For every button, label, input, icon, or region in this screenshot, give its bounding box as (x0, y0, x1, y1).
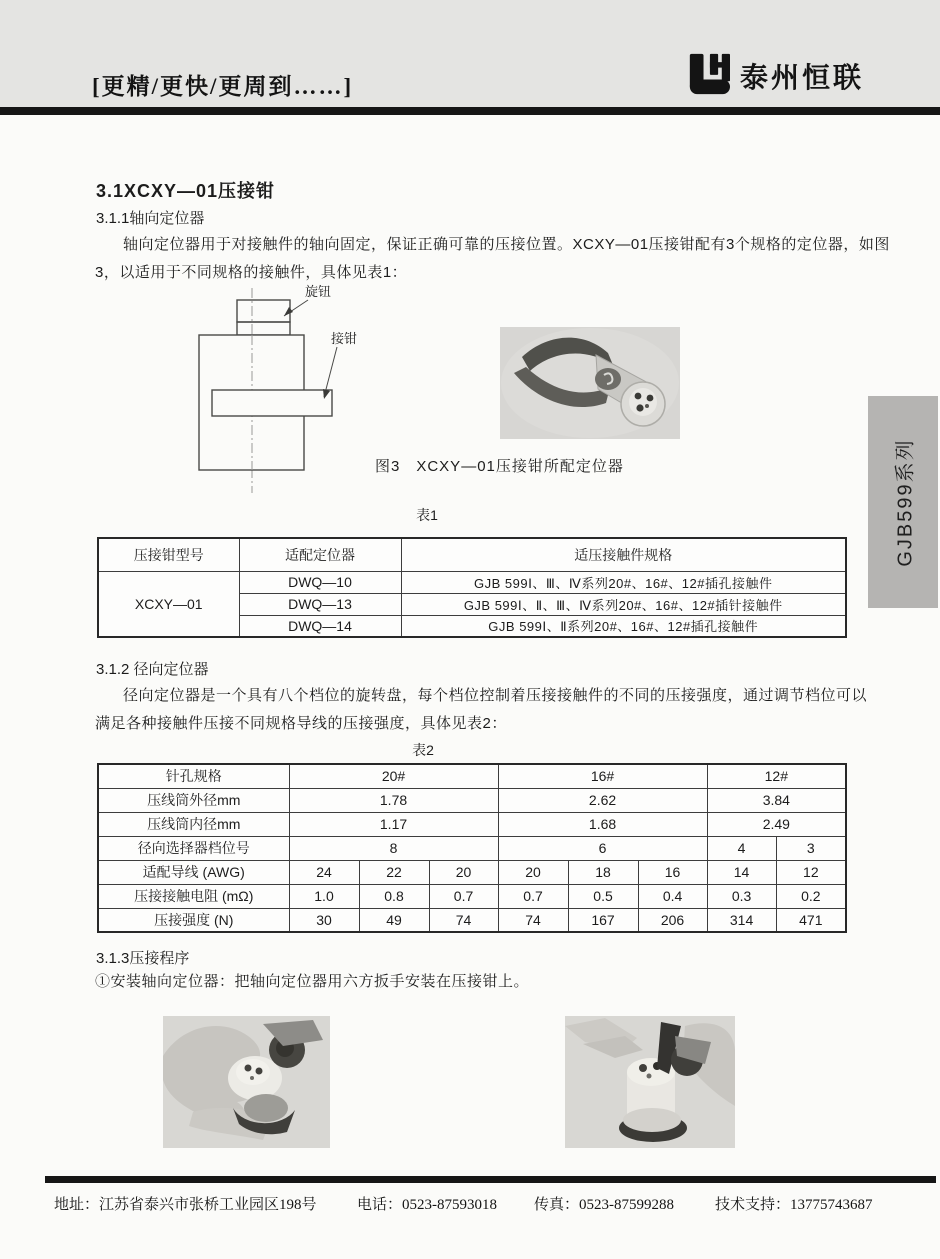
figure3-caption: 图3 XCXY—01压接钳所配定位器 (375, 458, 624, 475)
row-label-cell: 压线筒外径mm (98, 788, 289, 812)
locator-cell: DWQ—13 (239, 593, 401, 615)
table2-row-selector (98, 836, 846, 860)
value-cell: 14 (707, 860, 776, 884)
value-cell: 1.78 (289, 788, 498, 812)
section-title-3-1: 3.1XCXY—01压接钳 (96, 181, 276, 201)
value-cell: 20 (498, 860, 568, 884)
value-cell: 471 (776, 908, 846, 932)
table2 (97, 763, 847, 933)
locator-cell: DWQ—14 (239, 615, 401, 637)
value-cell: 18 (568, 860, 638, 884)
spec-cell: GJB 599Ⅰ、Ⅱ系列20#、16#、12#插孔接触件 (401, 615, 846, 637)
value-cell: 30 (289, 908, 359, 932)
series-side-tab (868, 396, 938, 608)
value-cell: 167 (568, 908, 638, 932)
paragraph-3-1-1-line2: 3，以适用于不同规格的接触件，具体见表1： (95, 264, 408, 281)
value-cell: 24 (289, 860, 359, 884)
lh-monogram-icon (688, 51, 730, 102)
table2-row-outer-diameter (98, 788, 846, 812)
table1-model-cell: XCXY—01 (98, 571, 239, 637)
paragraph-3-1-2-line1: 径向定位器是一个具有八个档位的旋转盘，每个档位控制着压接接触件的不同的压接强度，通过调节档位可以 (123, 687, 868, 704)
value-cell: 74 (498, 908, 568, 932)
header-slogan: [更精/更快/更周到……] (92, 74, 354, 99)
section-title-3-1-1: 3.1.1轴向定位器 (96, 210, 205, 227)
value-cell: 1.17 (289, 812, 498, 836)
value-cell: 49 (359, 908, 429, 932)
value-cell: 0.7 (429, 884, 498, 908)
diagram-jaw-label: 接钳 (331, 331, 358, 346)
table2-row-strength (98, 908, 846, 932)
series-tab-label: GJB599系列 (894, 437, 917, 567)
row-label-cell: 压接接触电阻 (mΩ) (98, 884, 289, 908)
value-cell: 16 (638, 860, 707, 884)
row-label-cell: 压接强度 (N) (98, 908, 289, 932)
table1-caption: 表1 (416, 507, 438, 523)
value-cell: 20 (429, 860, 498, 884)
value-cell: 1.0 (289, 884, 359, 908)
value-cell: 0.3 (707, 884, 776, 908)
value-cell: 3.84 (707, 788, 846, 812)
table2-caption: 表2 (412, 742, 434, 758)
section-title-3-1-2: 3.1.2 径向定位器 (96, 661, 209, 678)
value-cell: 22 (359, 860, 429, 884)
footer-fax: 传真：0523-87599288 (534, 1197, 674, 1213)
footer-phone: 电话：0523-87593018 (357, 1197, 497, 1213)
row-label-cell: 针孔规格 (98, 764, 289, 788)
row-label-cell: 径向选择器档位号 (98, 836, 289, 860)
crimp-tool-photo (500, 327, 680, 439)
locator-cell: DWQ—10 (239, 571, 401, 593)
value-cell: 74 (429, 908, 498, 932)
spec-group-cell: 12# (707, 764, 846, 788)
value-cell: 0.8 (359, 884, 429, 908)
value-cell: 0.7 (498, 884, 568, 908)
section-title-3-1-3: 3.1.3压接程序 (96, 950, 190, 967)
table2-row-inner-diameter (98, 812, 846, 836)
value-cell: 0.2 (776, 884, 846, 908)
value-cell: 2.62 (498, 788, 707, 812)
value-cell: 3 (776, 836, 846, 860)
footer-rule (45, 1176, 936, 1183)
value-cell: 206 (638, 908, 707, 932)
value-cell: 1.68 (498, 812, 707, 836)
brand-logo (688, 52, 864, 100)
value-cell: 12 (776, 860, 846, 884)
value-cell: 0.5 (568, 884, 638, 908)
value-cell: 6 (498, 836, 707, 860)
footer-support: 技术支持：13775743687 (715, 1197, 873, 1213)
spec-cell: GJB 599Ⅰ、Ⅱ、Ⅲ、Ⅳ系列20#、16#、12#插针接触件 (401, 593, 846, 615)
paragraph-3-1-2-line2: 满足各种接触件压接不同规格导线的压接强度，具体见表2： (95, 715, 507, 732)
table1-header-model: 压接钳型号 (98, 538, 239, 571)
value-cell: 4 (707, 836, 776, 860)
diagram-knob-label: 旋钮 (305, 284, 332, 299)
row-label-cell: 压线筒内径mm (98, 812, 289, 836)
value-cell: 314 (707, 908, 776, 932)
table1-row (98, 571, 846, 593)
spec-group-cell: 16# (498, 764, 707, 788)
value-cell: 8 (289, 836, 498, 860)
paragraph-3-1-1-line1: 轴向定位器用于对接触件的轴向固定，保证正确可靠的压接位置。XCXY—01压接钳配有3个规格的定位器，如图 (123, 236, 890, 253)
value-cell: 2.49 (707, 812, 846, 836)
table1-header-row (98, 538, 846, 571)
installation-photo-1 (163, 1016, 330, 1148)
row-label-cell: 适配导线 (AWG) (98, 860, 289, 884)
step-1-text: ①安装轴向定位器：把轴向定位器用六方扳手安装在压接钳上。 (95, 973, 530, 990)
footer-address: 地址：江苏省泰兴市张桥工业园区198号 (54, 1197, 317, 1213)
spec-cell: GJB 599Ⅰ、Ⅲ、Ⅳ系列20#、16#、12#插孔接触件 (401, 571, 846, 593)
table1 (97, 537, 847, 638)
table2-row-awg (98, 860, 846, 884)
installation-photo-2 (565, 1016, 735, 1148)
table1-header-locator: 适配定位器 (239, 538, 401, 571)
value-cell: 0.4 (638, 884, 707, 908)
header-rule (0, 107, 940, 115)
table2-row-resistance (98, 884, 846, 908)
table2-row-spec (98, 764, 846, 788)
table1-header-spec: 适压接触件规格 (401, 538, 846, 571)
spec-group-cell: 20# (289, 764, 498, 788)
brand-name: 泰州恒联 (740, 62, 865, 93)
